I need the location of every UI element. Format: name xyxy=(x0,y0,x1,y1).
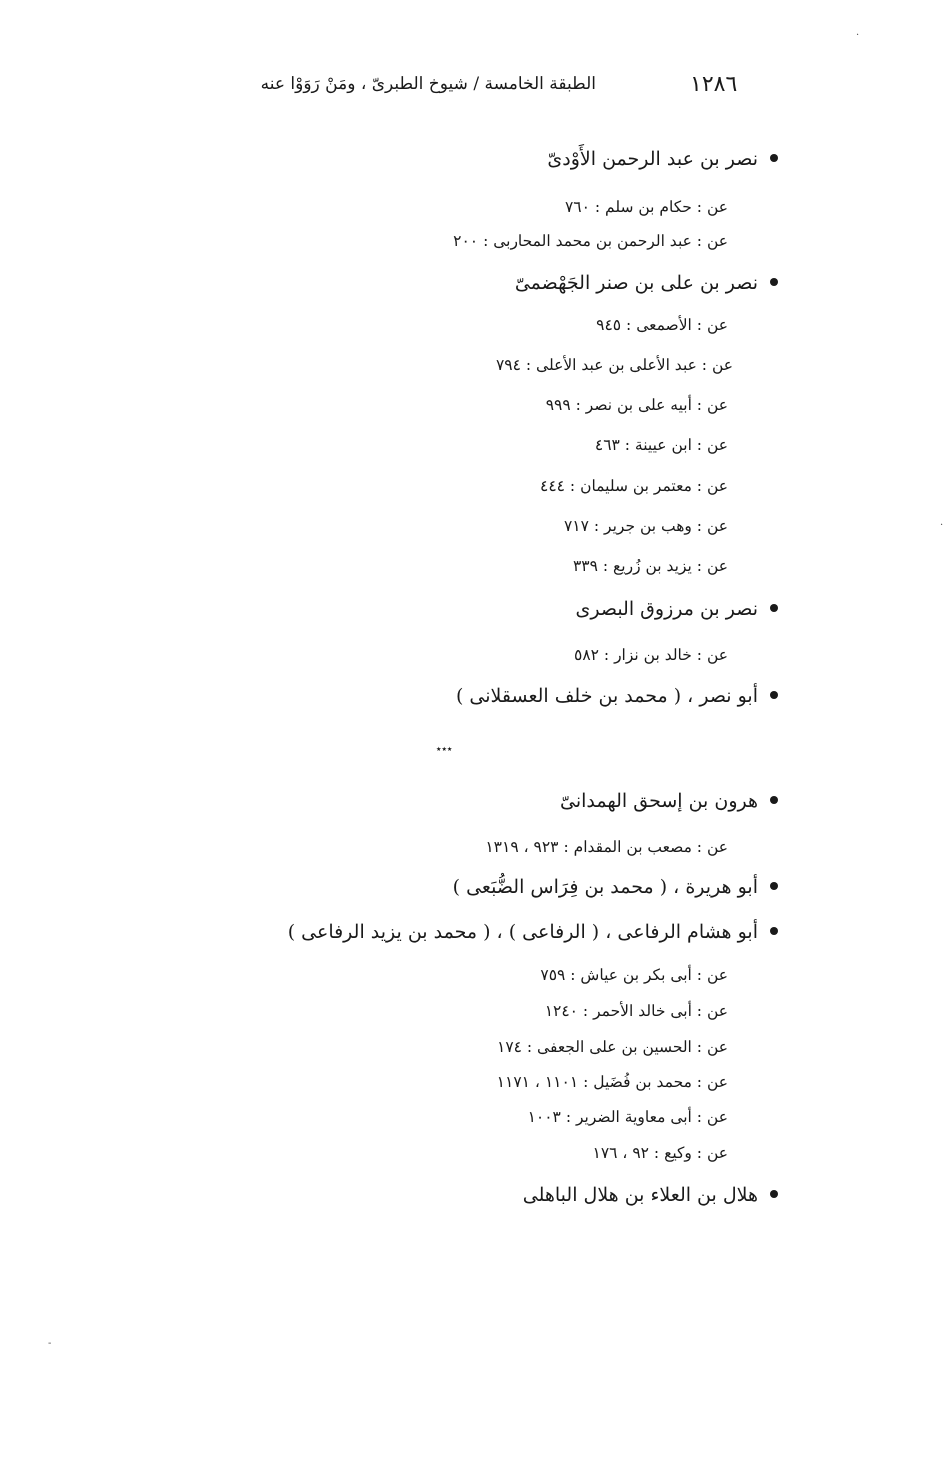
narration-line: عن : محمد بن فُضَيل : ١١٠١ ، ١١٧١ xyxy=(496,1073,728,1091)
entry-heading xyxy=(560,790,778,812)
narration-line: عن : أبى خالد الأحمر : ١٢٤٠ xyxy=(544,1002,728,1020)
entry-heading xyxy=(456,685,778,707)
narration-line: عن : خالد بن نزار : ٥٨٢ xyxy=(574,646,728,664)
entry-name: أبو هشام الرفاعى ، ( الرفاعى ) ، ( محمد بن يزيد الرفاعى ) xyxy=(287,921,758,943)
scan-mark: · xyxy=(856,30,860,41)
entry-heading xyxy=(515,272,778,294)
scan-mark: · xyxy=(940,520,944,531)
narration-line: عن : الأصمعى : ٩٤٥ xyxy=(596,316,728,334)
bullet-icon xyxy=(770,604,778,612)
narration-line: عن : عبد الرحمن بن محمد المحاربى : ٢٠٠ xyxy=(453,232,728,250)
bullet-icon xyxy=(770,882,778,890)
bullet-icon xyxy=(770,278,778,286)
narration-line: عن : أبى معاوية الضرير : ١٠٠٣ xyxy=(527,1108,728,1126)
narration-line: عن : عبد الأعلى بن عبد الأعلى : ٧٩٤ xyxy=(495,356,733,374)
narration-line: عن : وهب بن جرير : ٧١٧ xyxy=(563,517,728,535)
section-separator: ٭٭٭ xyxy=(436,744,453,755)
narration-line: عن : يزيد بن زُريع : ٣٣٩ xyxy=(572,557,728,575)
narration-line: عن : معتمر بن سليمان : ٤٤٤ xyxy=(540,477,728,495)
entry-heading xyxy=(288,921,778,943)
entry-heading xyxy=(453,876,778,898)
entry-name: هرون بن إسحق الهمدانىّ xyxy=(560,790,758,812)
entry-name: هلال بن العلاء بن هلال الباهلى xyxy=(522,1184,758,1206)
narration-line: عن : الحسين بن على الجعفى : ١٧٤ xyxy=(497,1038,728,1056)
entry-heading xyxy=(523,1184,778,1206)
narration-line: عن : أبى بكر بن عياش : ٧٥٩ xyxy=(540,966,728,984)
entry-name: نصر بن على بن صنر الجَهْضمىّ xyxy=(514,272,758,294)
entry-heading xyxy=(575,598,778,620)
narration-line: عن : مصعب بن المقدام : ٩٢٣ ، ١٣١٩ xyxy=(485,838,728,856)
entry-name: نصر بن مرزوق البصرى xyxy=(575,598,758,620)
scan-mark: - xyxy=(48,1338,52,1349)
running-title: الطبقة الخامسة / شيوخ الطبرىّ ، ومَنْ رَوَوْا عنه xyxy=(260,74,596,94)
page-number: ١٢٨٦ xyxy=(690,72,738,97)
bullet-icon xyxy=(770,1190,778,1198)
entry-heading xyxy=(547,148,778,170)
narration-line: عن : حكام بن سلم : ٧٦٠ xyxy=(564,198,728,216)
bullet-icon xyxy=(770,927,778,935)
narration-line: عن : وكيع : ٩٢ ، ١٧٦ xyxy=(592,1144,728,1162)
bullet-icon xyxy=(770,154,778,162)
narration-line: عن : أبيه على بن نصر : ٩٩٩ xyxy=(545,396,728,414)
narration-line: عن : ابن عيينة : ٤٦٣ xyxy=(594,436,728,454)
entry-name: نصر بن عبد الرحمن الأَوْدىّ xyxy=(547,148,758,170)
bullet-icon xyxy=(770,691,778,699)
bullet-icon xyxy=(770,796,778,804)
entry-name: أبو هريرة ، ( محمد بن فِرَاس الضُّبَعى ) xyxy=(452,876,758,898)
entry-name: أبو نصر ، ( محمد بن خلف العسقلانى ) xyxy=(455,685,758,707)
